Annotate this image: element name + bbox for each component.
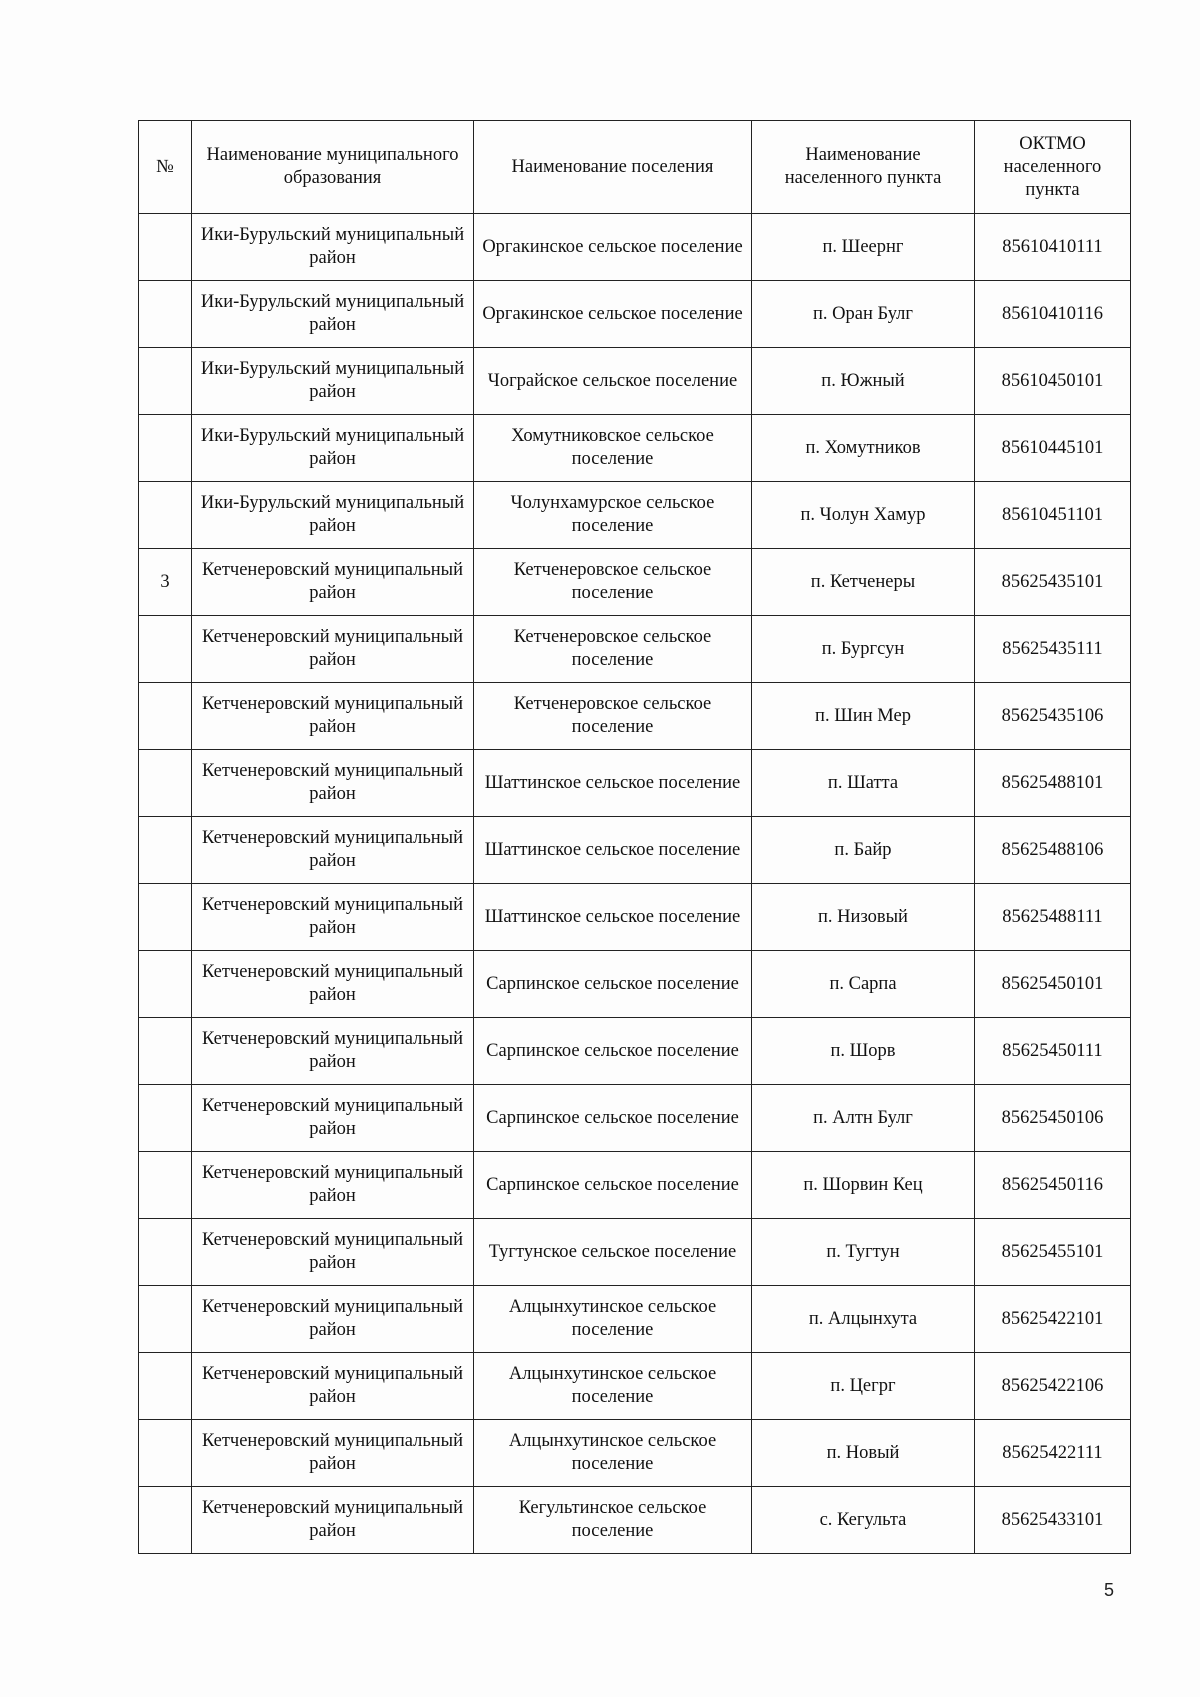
row-number xyxy=(139,1420,192,1487)
table-row xyxy=(139,415,1131,482)
row-number: 3 xyxy=(139,549,192,616)
settlement-cell: Тугтунское сельское поселение xyxy=(474,1219,752,1286)
locality-cell: п. Хомутников xyxy=(752,415,975,482)
locality-cell: п. Тугтун xyxy=(752,1219,975,1286)
municipality-cell: Кетченеровский муниципальный район xyxy=(192,884,474,951)
settlement-cell: Хомутниковское сельское поселение xyxy=(474,415,752,482)
row-number xyxy=(139,415,192,482)
table-row xyxy=(139,214,1131,281)
table-row xyxy=(139,1219,1131,1286)
locality-cell: п. Кетченеры xyxy=(752,549,975,616)
row-number xyxy=(139,1018,192,1085)
settlement-cell: Шаттинское сельское поселение xyxy=(474,884,752,951)
row-number xyxy=(139,1353,192,1420)
settlement-cell: Шаттинское сельское поселение xyxy=(474,817,752,884)
settlement-cell: Сарпинское сельское поселение xyxy=(474,951,752,1018)
locality-cell: п. Цегрг xyxy=(752,1353,975,1420)
table-row xyxy=(139,348,1131,415)
row-number xyxy=(139,817,192,884)
header-settlement: Наименование поселения xyxy=(474,121,752,214)
municipality-cell: Кетченеровский муниципальный район xyxy=(192,817,474,884)
municipality-cell: Кетченеровский муниципальный район xyxy=(192,1085,474,1152)
municipality-cell: Кетченеровский муниципальный район xyxy=(192,1420,474,1487)
municipality-cell: Кетченеровский муниципальный район xyxy=(192,1487,474,1554)
municipality-cell: Ики-Бурульский муниципальный район xyxy=(192,281,474,348)
oktmo-cell: 85625488106 xyxy=(975,817,1131,884)
row-number xyxy=(139,750,192,817)
locality-cell: п. Бургсун xyxy=(752,616,975,683)
municipality-cell: Ики-Бурульский муниципальный район xyxy=(192,214,474,281)
oktmo-cell: 85625422111 xyxy=(975,1420,1131,1487)
table-body xyxy=(139,214,1131,1554)
municipality-cell: Ики-Бурульский муниципальный район xyxy=(192,348,474,415)
oktmo-cell: 85610445101 xyxy=(975,415,1131,482)
settlement-cell: Алцынхутинское сельское поселение xyxy=(474,1420,752,1487)
table-row xyxy=(139,549,1131,616)
oktmo-cell: 85625433101 xyxy=(975,1487,1131,1554)
oktmo-cell: 85625488101 xyxy=(975,750,1131,817)
municipality-cell: Кетченеровский муниципальный район xyxy=(192,1286,474,1353)
locality-cell: п. Шеернг xyxy=(752,214,975,281)
locality-cell: п. Низовый xyxy=(752,884,975,951)
municipality-cell: Ики-Бурульский муниципальный район xyxy=(192,482,474,549)
oktmo-cell: 85610451101 xyxy=(975,482,1131,549)
settlement-cell: Оргакинское сельское поселение xyxy=(474,281,752,348)
table-row xyxy=(139,750,1131,817)
locality-cell: п. Сарпа xyxy=(752,951,975,1018)
table-row xyxy=(139,1085,1131,1152)
municipality-cell: Кетченеровский муниципальный район xyxy=(192,683,474,750)
locality-cell: п. Алтн Булг xyxy=(752,1085,975,1152)
settlement-cell: Сарпинское сельское поселение xyxy=(474,1085,752,1152)
locality-cell: п. Шорв xyxy=(752,1018,975,1085)
row-number xyxy=(139,1152,192,1219)
header-locality: Наименование населенного пункта xyxy=(752,121,975,214)
municipality-cell: Кетченеровский муниципальный район xyxy=(192,951,474,1018)
row-number xyxy=(139,1219,192,1286)
municipality-cell: Кетченеровский муниципальный район xyxy=(192,750,474,817)
oktmo-cell: 85625422106 xyxy=(975,1353,1131,1420)
table-row xyxy=(139,1152,1131,1219)
header-number: № xyxy=(139,121,192,214)
row-number xyxy=(139,951,192,1018)
table-row xyxy=(139,884,1131,951)
settlement-cell: Сарпинское сельское поселение xyxy=(474,1018,752,1085)
municipality-cell: Ики-Бурульский муниципальный район xyxy=(192,415,474,482)
oktmo-cell: 85625450111 xyxy=(975,1018,1131,1085)
table-row xyxy=(139,281,1131,348)
row-number xyxy=(139,1487,192,1554)
settlement-cell: Алцынхутинское сельское поселение xyxy=(474,1286,752,1353)
settlement-cell: Чолунхамурское сельское поселение xyxy=(474,482,752,549)
municipality-cell: Кетченеровский муниципальный район xyxy=(192,1152,474,1219)
header-oktmo: ОКТМО населенного пункта xyxy=(975,121,1131,214)
row-number xyxy=(139,1286,192,1353)
oktmo-cell: 85625435106 xyxy=(975,683,1131,750)
table-row xyxy=(139,1487,1131,1554)
settlement-cell: Чограйское сельское поселение xyxy=(474,348,752,415)
settlement-cell: Сарпинское сельское поселение xyxy=(474,1152,752,1219)
settlement-cell: Оргакинское сельское поселение xyxy=(474,214,752,281)
row-number xyxy=(139,214,192,281)
oktmo-cell: 85625422101 xyxy=(975,1286,1131,1353)
locality-cell: п. Шатта xyxy=(752,750,975,817)
locality-cell: п. Байр xyxy=(752,817,975,884)
table-row xyxy=(139,817,1131,884)
oktmo-table xyxy=(138,120,1131,1554)
oktmo-cell: 85610410116 xyxy=(975,281,1131,348)
table-row xyxy=(139,1420,1131,1487)
locality-cell: п. Южный xyxy=(752,348,975,415)
locality-cell: п. Новый xyxy=(752,1420,975,1487)
oktmo-cell: 85610410111 xyxy=(975,214,1131,281)
settlement-cell: Шаттинское сельское поселение xyxy=(474,750,752,817)
table-row xyxy=(139,482,1131,549)
oktmo-cell: 85625455101 xyxy=(975,1219,1131,1286)
oktmo-cell: 85625435101 xyxy=(975,549,1131,616)
settlement-cell: Кетченеровское сельское поселение xyxy=(474,683,752,750)
municipality-cell: Кетченеровский муниципальный район xyxy=(192,616,474,683)
municipality-cell: Кетченеровский муниципальный район xyxy=(192,1353,474,1420)
locality-cell: п. Чолун Хамур xyxy=(752,482,975,549)
settlement-cell: Кетченеровское сельское поселение xyxy=(474,616,752,683)
page-number: 5 xyxy=(1103,1580,1114,1600)
locality-cell: с. Кегульта xyxy=(752,1487,975,1554)
row-number xyxy=(139,482,192,549)
locality-cell: п. Алцынхута xyxy=(752,1286,975,1353)
municipality-cell: Кетченеровский муниципальный район xyxy=(192,1018,474,1085)
oktmo-cell: 85625450101 xyxy=(975,951,1131,1018)
municipality-cell: Кетченеровский муниципальный район xyxy=(192,1219,474,1286)
table-row xyxy=(139,1286,1131,1353)
oktmo-cell: 85625435111 xyxy=(975,616,1131,683)
locality-cell: п. Шин Мер xyxy=(752,683,975,750)
row-number xyxy=(139,616,192,683)
oktmo-cell: 85625450106 xyxy=(975,1085,1131,1152)
table-row xyxy=(139,616,1131,683)
row-number xyxy=(139,683,192,750)
table-header-row xyxy=(139,121,1131,214)
oktmo-cell: 85610450101 xyxy=(975,348,1131,415)
settlement-cell: Кетченеровское сельское поселение xyxy=(474,549,752,616)
row-number xyxy=(139,884,192,951)
row-number xyxy=(139,348,192,415)
table-row xyxy=(139,1018,1131,1085)
row-number xyxy=(139,1085,192,1152)
settlement-cell: Кегультинское сельское поселение xyxy=(474,1487,752,1554)
row-number xyxy=(139,281,192,348)
header-municipality: Наименование муниципального образования xyxy=(192,121,474,214)
municipality-cell: Кетченеровский муниципальный район xyxy=(192,549,474,616)
table-row xyxy=(139,683,1131,750)
settlement-cell: Алцынхутинское сельское поселение xyxy=(474,1353,752,1420)
table-row xyxy=(139,951,1131,1018)
locality-cell: п. Шорвин Кец xyxy=(752,1152,975,1219)
table-row xyxy=(139,1353,1131,1420)
oktmo-cell: 85625488111 xyxy=(975,884,1131,951)
oktmo-cell: 85625450116 xyxy=(975,1152,1131,1219)
locality-cell: п. Оран Булг xyxy=(752,281,975,348)
